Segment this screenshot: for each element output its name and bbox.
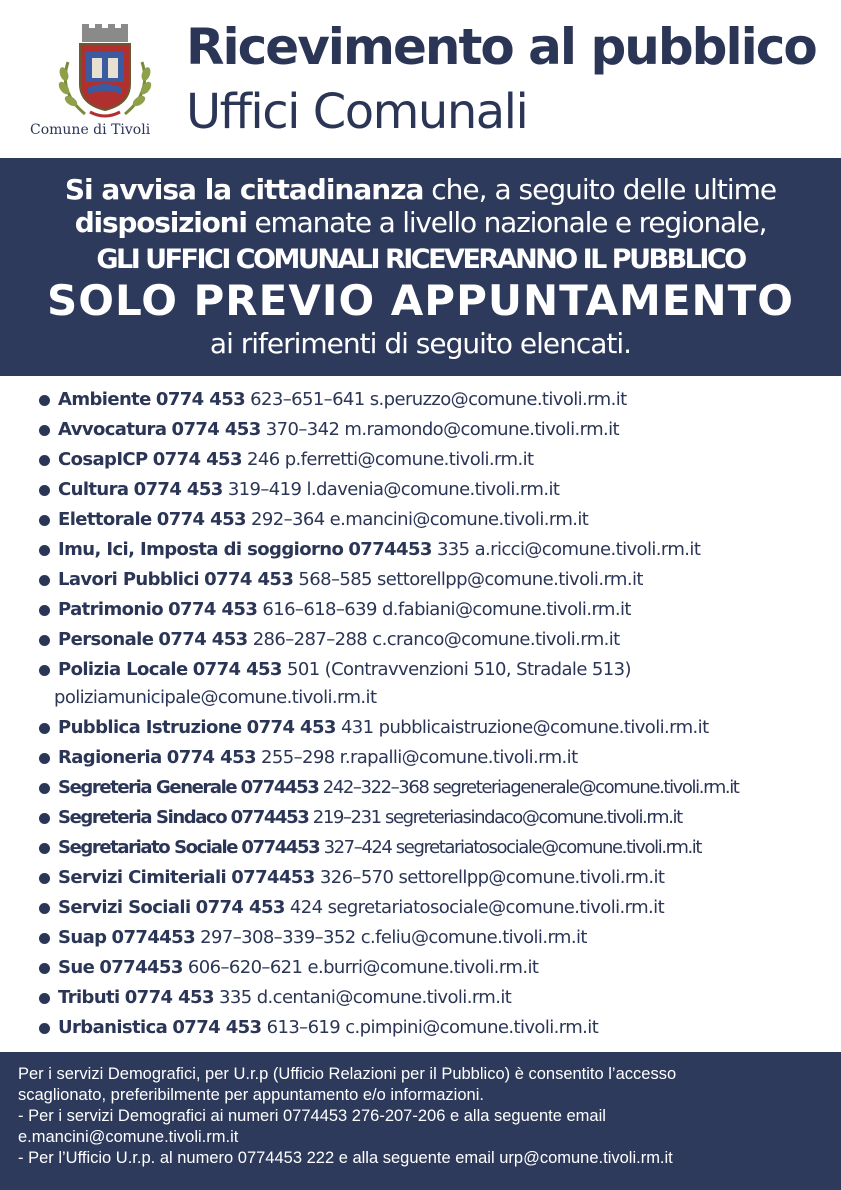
office-details: 246 p.ferretti@comune.tivoli.rm.it [247, 449, 534, 470]
office-details: 319–419 l.davenia@comune.tivoli.rm.it [227, 479, 560, 500]
office-name: Ragioneria [58, 747, 162, 768]
office-phone-prefix: 0774 453 [172, 1017, 262, 1038]
office-details: 255–298 r.rapalli@comune.tivoli.rm.it [261, 747, 578, 768]
office-name: Servizi Sociali [58, 897, 191, 918]
office-phone-prefix: 0774 453 [133, 479, 223, 500]
page-title: Ricevimento al pubblico [186, 18, 816, 76]
office-name: Cultura [58, 479, 129, 500]
office-details: 286–287–288 c.cranco@comune.tivoli.rm.it [252, 629, 620, 650]
office-phone-prefix: 0774 453 [158, 629, 248, 650]
office-phone-prefix: 0774 453 [171, 419, 261, 440]
bullet-icon [39, 545, 50, 556]
bullet-icon [39, 903, 50, 914]
office-name: Segreteria Sindaco [58, 807, 227, 828]
office-name: Patrimonio [58, 599, 163, 620]
page-subtitle: Uffici Comunali [186, 84, 528, 140]
bullet-icon [39, 635, 50, 646]
bullet-icon [39, 515, 50, 526]
office-phone-prefix: 0774 453 [166, 747, 256, 768]
office-phone-prefix: 0774 453 [168, 599, 258, 620]
list-item [38, 894, 828, 924]
list-item [38, 864, 828, 894]
office-phone-prefix: 0774 453 [246, 717, 336, 738]
bullet-icon [39, 873, 50, 884]
office-details: 424 segretariatosociale@comune.tivoli.rm.it [289, 897, 665, 918]
office-name: Urbanistica [58, 1017, 168, 1038]
office-details: 370–342 m.ramondo@comune.tivoli.rm.it [265, 419, 619, 440]
footer-info [0, 1052, 841, 1190]
list-item [38, 386, 828, 416]
office-details: 335 a.ricci@comune.tivoli.rm.it [436, 539, 701, 560]
office-name: Pubblica Istruzione [58, 717, 242, 738]
list-item [38, 566, 828, 596]
notice-line-1 [0, 173, 841, 206]
footer-line-1: Per i servizi Demografici, per U.r.p (Ufficio Relazioni per il Pubblico) è consentito l’accesso [18, 1065, 677, 1083]
list-item [38, 476, 828, 506]
office-phone-prefix: 0774453 [111, 927, 196, 948]
office-name: Segreteria Generale [58, 777, 237, 798]
notice-line-5: ai riferimenti di seguito elencati. [209, 327, 632, 360]
office-name: Polizia Locale [58, 659, 188, 680]
office-details: 335 d.centani@comune.tivoli.rm.it [219, 987, 512, 1008]
notice-line-1-rest: che, a seguito delle ultime [423, 173, 777, 206]
bullet-icon [39, 455, 50, 466]
office-details: 568–585 settorellpp@comune.tivoli.rm.it [298, 569, 643, 590]
bullet-icon [39, 753, 50, 764]
office-phone-prefix: 0774 453 [124, 987, 214, 1008]
footer-line-3: - Per i servizi Demografici ai numeri 0774453 276-207-206 e alla seguente email [18, 1107, 606, 1125]
crest-caption: Comune di Tivoli [30, 122, 151, 138]
list-item [38, 626, 828, 656]
list-item [38, 804, 828, 834]
office-phone-prefix: 0774 453 [152, 449, 242, 470]
list-item [38, 416, 828, 446]
office-name: Personale [58, 629, 154, 650]
office-list [38, 386, 828, 1044]
list-item [38, 714, 828, 744]
bullet-icon [39, 783, 50, 794]
notice-line-3: GLI UFFICI COMUNALI RICEVERANNO IL PUBBLICO [96, 244, 745, 275]
office-name: Avvocatura [58, 419, 167, 440]
header [0, 0, 841, 158]
office-name: Segretariato Sociale [58, 837, 238, 858]
office-phone-prefix: 0774 453 [195, 897, 285, 918]
bullet-icon [39, 575, 50, 586]
list-item [38, 1014, 828, 1044]
footer-line-2: scaglionato, preferibilmente per appuntamento e/o informazioni. [18, 1086, 484, 1104]
office-email-continuation: poliziamunicipale@comune.tivoli.rm.it [54, 687, 377, 708]
list-item [38, 924, 828, 954]
list-item [38, 506, 828, 536]
bullet-icon [39, 485, 50, 496]
notice-headline: SOLO PREVIO APPUNTAMENTO [46, 276, 795, 325]
footer-line-4: e.mancini@comune.tivoli.rm.it [18, 1128, 239, 1146]
office-name: Sue [58, 957, 95, 978]
office-phone-prefix: 0774453 [348, 539, 432, 560]
bullet-icon [39, 395, 50, 406]
list-item [38, 656, 828, 714]
bullet-icon [39, 1023, 50, 1034]
office-phone-prefix: 0774 453 [204, 569, 294, 590]
office-details: 431 pubblicaistruzione@comune.tivoli.rm.it [340, 717, 709, 738]
notice-line-2-bold: disposizioni [74, 206, 247, 239]
bullet-icon [39, 993, 50, 1004]
notice-line-2 [0, 206, 841, 239]
bullet-icon [39, 425, 50, 436]
bullet-icon [39, 933, 50, 944]
office-details: 616–618–639 d.fabiani@comune.tivoli.rm.it [262, 599, 631, 620]
office-phone-prefix: 0774 453 [155, 389, 246, 410]
list-item [38, 536, 828, 566]
notice-line-2-rest: emanate a livello nazionale e regionale, [246, 206, 767, 239]
office-name: Suap [58, 927, 107, 948]
office-phone-prefix: 0774453 [231, 867, 315, 888]
list-item [38, 744, 828, 774]
notice-line-1-bold: Si avvisa la cittadinanza [64, 173, 424, 206]
list-item [38, 984, 828, 1014]
office-name: Imu, Ici, Imposta di soggiorno [58, 539, 344, 560]
office-name: Elettorale [58, 509, 152, 530]
office-name: Tributi [58, 987, 120, 1008]
bullet-icon [39, 605, 50, 616]
office-phone-prefix: 0774453 [241, 837, 320, 858]
office-phone-prefix: 0774 453 [156, 509, 246, 530]
office-name: Servizi Cimiteriali [58, 867, 227, 888]
bullet-icon [39, 813, 50, 824]
notice-banner [0, 158, 841, 376]
office-name: CosapICP [58, 449, 148, 470]
list-item [38, 446, 828, 476]
office-name: Lavori Pubblici [58, 569, 199, 590]
office-details: 606–620–621 e.burri@comune.tivoli.rm.it [187, 957, 539, 978]
office-details: 326–570 settorellpp@comune.tivoli.rm.it [319, 867, 665, 888]
office-phone-prefix: 0774453 [99, 957, 183, 978]
bullet-icon [39, 723, 50, 734]
office-details: 501 (Contravvenzioni 510, Stradale 513) [286, 659, 631, 680]
office-details: 242–322–368 segreteriagenerale@comune.tivoli.rm.it [322, 777, 739, 798]
office-phone-prefix: 0774453 [230, 807, 309, 828]
office-details: 623–651–641 s.peruzzo@comune.tivoli.rm.it [250, 389, 627, 410]
office-details: 292–364 e.mancini@comune.tivoli.rm.it [251, 509, 589, 530]
bullet-icon [39, 843, 50, 854]
office-details: 327–424 segretariatosociale@comune.tivoli.rm.it [323, 837, 702, 858]
bullet-icon [39, 665, 50, 676]
office-details: 297–308–339–352 c.feliu@comune.tivoli.rm.it [200, 927, 587, 948]
bullet-icon [39, 963, 50, 974]
footer-line-5: - Per l’Ufficio U.r.p. al numero 0774453 222 e alla seguente email urp@comune.tivoli.rm.it [18, 1149, 673, 1167]
list-item [38, 834, 828, 864]
list-item [38, 774, 828, 804]
list-item [38, 596, 828, 626]
office-name: Ambiente [58, 389, 151, 410]
office-phone-prefix: 0774453 [240, 777, 319, 798]
tivoli-crest-logo [40, 22, 170, 122]
list-item [38, 954, 828, 984]
office-details: 613–619 c.pimpini@comune.tivoli.rm.it [266, 1017, 599, 1038]
office-phone-prefix: 0774 453 [192, 659, 282, 680]
office-details: 219–231 segreteriasindaco@comune.tivoli.rm.it [312, 807, 682, 828]
